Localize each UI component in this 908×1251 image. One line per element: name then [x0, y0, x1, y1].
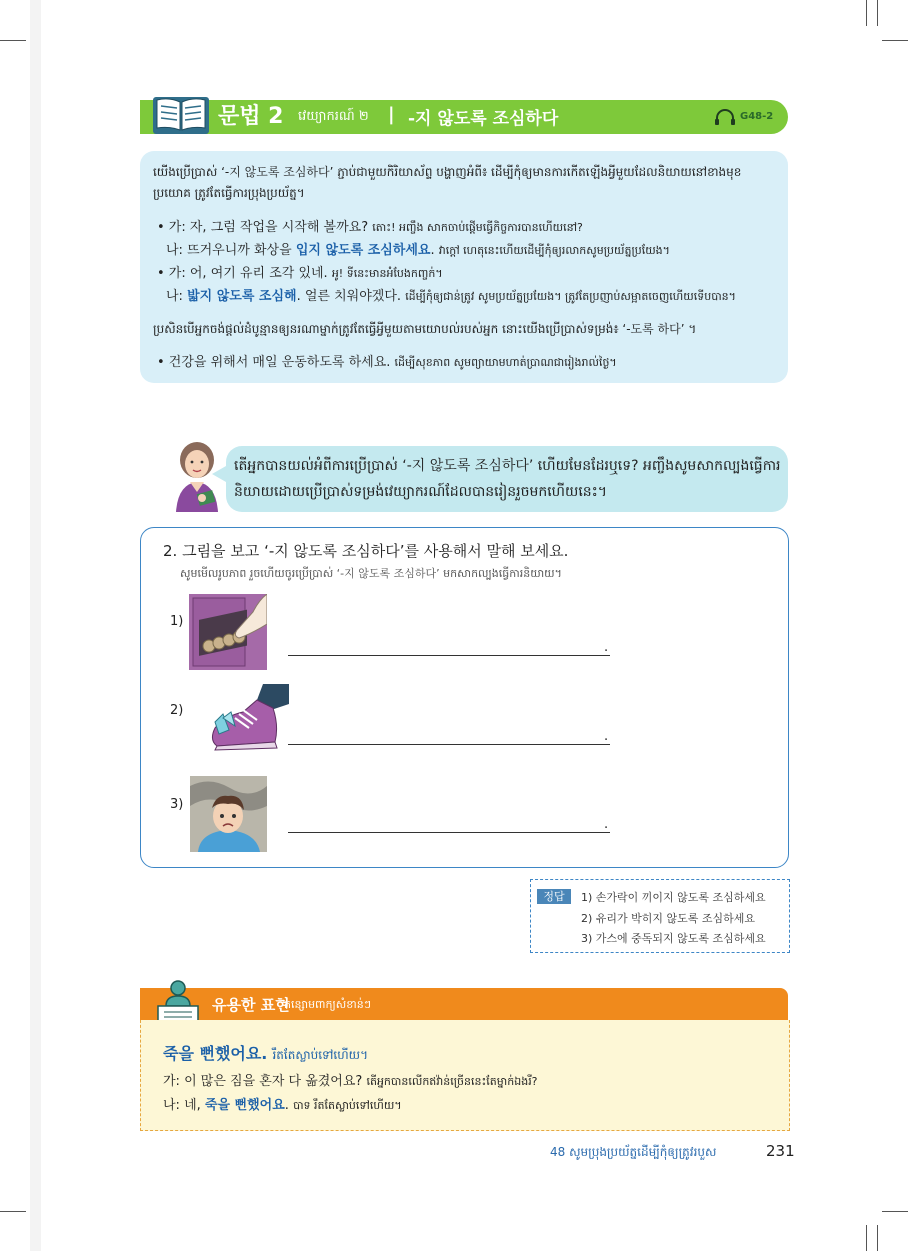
crop-mark: [866, 1225, 867, 1251]
header-separator: |: [388, 104, 395, 125]
speech-bubble-text: តើអ្នកបានយល់អំពីការប្រើប្រាស់ ‘-지 않도록 조심하다’ ហើយមែនដែរឬទេ? អញ្ចឹងសូមសាកល្បងធ្វើការ និយាយដោយប្រើប្រាស់ទម្រង់វេយ្យាករណ៍ដែលបានរៀនរួចមកហើយនេះ។: [234, 458, 781, 500]
grammar-title: 문법 2: [218, 104, 284, 129]
example-3: • 건강을 위해서 매일 운동하도록 하세요. ដើម្បីសុខភាព សូមព្យាយាមហាត់ប្រាណជារៀងរាល់ថ្ងៃ។: [157, 355, 617, 370]
useful-expression-subtitle: កន្សោមពាក្យសំខាន់ៗ: [284, 998, 371, 1011]
exercise-item-number: 2): [170, 703, 184, 718]
answer-line-period: .: [604, 817, 609, 832]
crop-mark: [877, 1225, 878, 1251]
exercise-item-number: 3): [170, 797, 184, 812]
answer-key-line: 2) 유리가 박히지 않도록 조심하세요: [581, 912, 756, 925]
useful-expression-title: 유용한 표현: [212, 996, 290, 1014]
audio-track-label[interactable]: G48-2: [740, 111, 774, 122]
headphones-icon[interactable]: [714, 108, 736, 128]
crop-mark: [877, 0, 878, 26]
coin-machine-picture: [189, 594, 267, 670]
crop-mark: [0, 1211, 26, 1212]
useful-example-a: 가: 이 많은 짐을 혼자 다 옮겼어요? តើអ្នកបានលើកឥវ៉ាន់ច្រើននេះតែម្នាក់ឯងរឺ?: [163, 1074, 538, 1089]
crop-mark: [882, 1211, 908, 1212]
answer-key-line: 3) 가스에 중독되지 않도록 조심하세요: [581, 932, 766, 945]
crop-mark: [0, 40, 26, 41]
explanation-note: ប្រសិនបើអ្នកចង់ផ្ដល់ដំបូន្មានឲ្យនរណាម្នាក់ត្រូវតែធ្វើអ្វីមួយតាមយោបល់របស់អ្នក នោះយើងប្រើប្រាស់ទម្រង់៖ ‘-도록 하다’ ។: [153, 322, 697, 336]
grammar-topic: -지 않도록 조심하다: [408, 109, 559, 129]
useful-phrase: 죽을 뻔했어요. រឹតតែស្លាប់ទៅហើយ។: [163, 1044, 368, 1063]
answer-line[interactable]: [288, 744, 610, 745]
useful-example-b: 나: 네, 죽을 뻔했어요. បាទ រឹតតែស្លាប់ទៅហើយ។: [163, 1098, 402, 1113]
example-1b: 나: 뜨거우니까 화상을 입지 않도록 조심하세요. វាក្ដៅ ហេតុនេះហើយដើម្បីកុំឲ្យរលាកសូមប្រយ័ត្នប្រយែង។: [166, 243, 670, 258]
answer-key-badge: 정답: [537, 889, 571, 904]
example-1a: • 가: 자, 그럼 작업을 시작해 볼까요? តោះ! អញ្ចឹង សាកចាប់ផ្ដើមធ្វើកិច្ចការបានហើយនៅ?: [157, 220, 583, 235]
speech-bubble-tail: [212, 466, 226, 482]
answer-line-period: .: [604, 640, 609, 655]
exercise-title: 2. 그림을 보고 ‘-지 않도록 조심하다’를 사용해서 말해 보세요.: [163, 542, 569, 560]
book-icon: [152, 94, 210, 136]
grammar-subtitle: វេយ្យាករណ៍ ២: [298, 109, 369, 124]
answer-line[interactable]: [288, 832, 610, 833]
gas-smoke-picture: [190, 776, 267, 852]
answer-line[interactable]: [288, 655, 610, 656]
exercise-subtitle: សូមមើលរូបភាព រួចហើយចូរប្រើប្រាស់ ‘-지 않도록 조심하다’ មកសាកល្បងធ្វើការនិយាយ។: [180, 567, 562, 580]
chapter-footer: 48 សូមប្រុងប្រយ័ត្នដើម្បីកុំឲ្យត្រូវរបួស: [550, 1145, 717, 1159]
answer-key-line: 1) 손가락이 끼이지 않도록 조심하세요: [581, 891, 766, 904]
crop-mark: [866, 0, 867, 26]
shoe-glass-picture: [205, 684, 289, 752]
person-at-desk-icon: [154, 978, 202, 1026]
explanation-intro: យើងប្រើប្រាស់ ‘-지 않도록 조심하다’ ភ្ជាប់ជាមួយកិរិយាស័ព្ទ បង្ហាញអំពី៖ ដើម្បីកុំឲ្យមានការកើតឡើងអ្វីមួយដែលនិយាយនៅខាងមុខ ប្រយោគ ត្រូវតែធ្វើការប្រុងប្រយ័ត្ន។: [153, 165, 742, 200]
example-2a: • 가: 어, 여기 유리 조각 있네. អូ! ទីនេះមានអំបែងកញ្ចក់។: [157, 266, 443, 281]
answer-line-period: .: [604, 729, 609, 744]
page-edge: [30, 0, 41, 1251]
exercise-item-number: 1): [170, 614, 184, 629]
crop-mark: [882, 40, 908, 41]
example-2b: 나: 밟지 않도록 조심해. 얼른 치워야겠다. ដើម្បីកុំឲ្យជាន់ត្រូវ សូមប្រយ័ត្នប្រយែង។ ត្រូវតែប្រញាប់សម្អាតចេញហើយទើបបាន។: [166, 289, 736, 304]
page-number: 231: [766, 1142, 795, 1160]
